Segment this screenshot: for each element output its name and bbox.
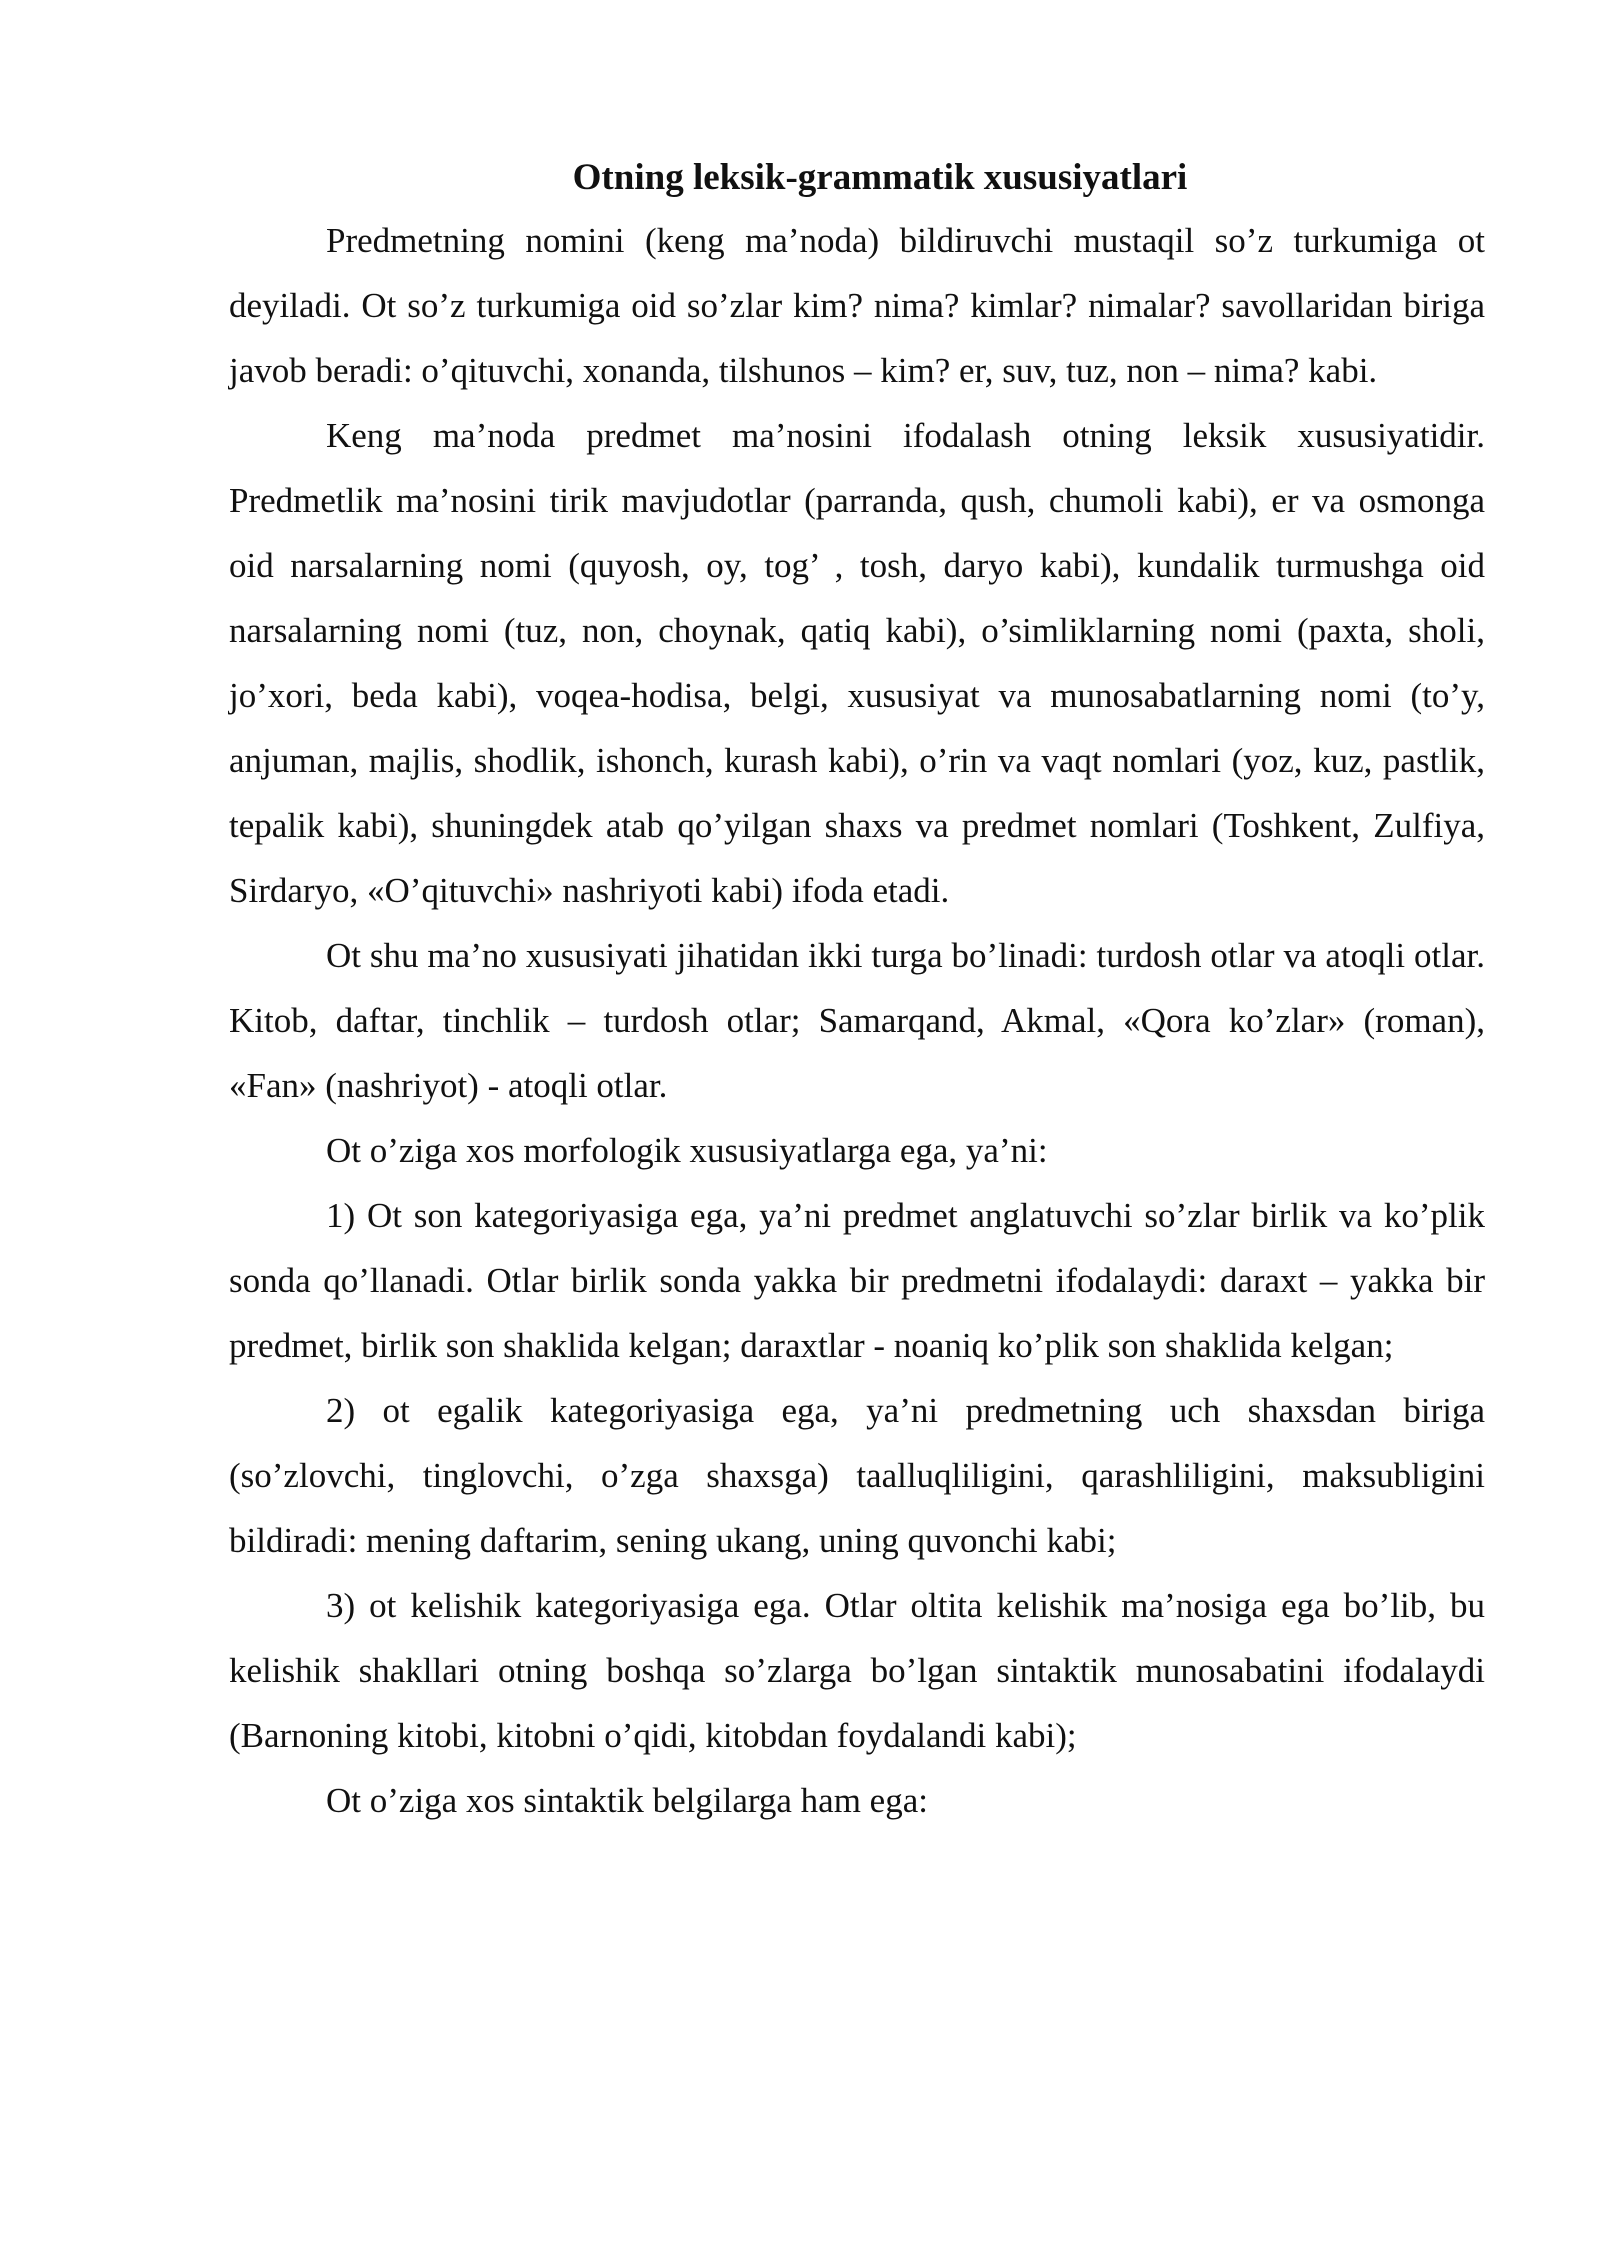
paragraph-noun-types: Ot shu ma’no xususiyati jihatidan ikki turga bo’linadi: turdosh otlar va atoqli otlar. Kitob, daftar, tinchlik – turdosh otlar; Samarqand, Akmal, «Qora ko’zlar» (roman), «Fan» (nashriyot) - atoqli otlar. <box>229 936 1485 1105</box>
document-body <box>229 150 1485 1833</box>
paragraph-possessive-category: 2) ot egalik kategoriyasiga ega, ya’ni predmetning uch shaxsdan biriga (so’zlovchi, tinglovchi, o’zga shaxsga) taalluqliligini, qarashliligini, maksubligini bildiradi: mening daftarim, sening ukang, uning quvonchi kabi; <box>229 1391 1485 1560</box>
paragraph-morphological-intro: Ot o’ziga xos morfologik xususiyatlarga ega, ya’ni: <box>326 1131 1048 1170</box>
paragraph-case-category: 3) ot kelishik kategoriyasiga ega. Otlar oltita kelishik ma’nosiga ega bo’lib, bu kelishik shakllari otning boshqa so’zlarga bo’lgan sintaktik munosabatini ifodalaydi (Barnoning kitobi, kitobni o’qidi, kitobdan foydalandi kabi); <box>229 1586 1485 1755</box>
document-title: Otning leksik-grammatik xususiyatlari <box>572 157 1188 198</box>
paragraph-number-category: 1) Ot son kategoriyasiga ega, ya’ni predmet anglatuvchi so’zlar birlik va ko’plik sonda qo’llanadi. Otlar birlik sonda yakka bir predmetni ifodalaydi: daraxt – yakka bir predmet, birlik son shaklida kelgan; daraxtlar - noaniq ko’plik son shaklida kelgan; <box>229 1196 1485 1365</box>
paragraph-definition: Predmetning nomini (keng ma’noda) bildiruvchi mustaqil so’z turkumiga ot deyiladi. Ot so’z turkumiga oid so’zlar kim? nima? kimlar? nimalar? savollaridan biriga javob beradi: o’qituvchi, xonanda, tilshunos – kim? er, suv, tuz, non – nima? kabi. <box>229 221 1485 390</box>
paragraph-lexical-meaning: Keng ma’noda predmet ma’nosini ifodalash otning leksik xususiyatidir. Predmetlik ma’nosini tirik mavjudotlar (parranda, qush, chumoli kabi), er va osmonga oid narsalarning nomi (quyosh, oy, tog’ , tosh, daryo kabi), kundalik turmushga oid narsalarning nomi (tuz, non, choynak, qatiq kabi), o’simliklarning nomi (paxta, sholi, jo’xori, beda kabi), voqea-hodisa, belgi, xususiyat va munosabatlarning nomi (to’y, anjuman, majlis, shodlik, ishonch, kurash kabi), o’rin va vaqt nomlari (yoz, kuz, pastlik, tepalik kabi), shuningdek atab qo’yilgan shaxs va predmet nomlari (Toshkent, Zulfiya, Sirdaryo, «O’qituvchi» nashriyoti kabi) ifoda etadi. <box>229 416 1485 910</box>
paragraph-syntactic-intro: Ot o’ziga xos sintaktik belgilarga ham ega: <box>326 1781 928 1820</box>
